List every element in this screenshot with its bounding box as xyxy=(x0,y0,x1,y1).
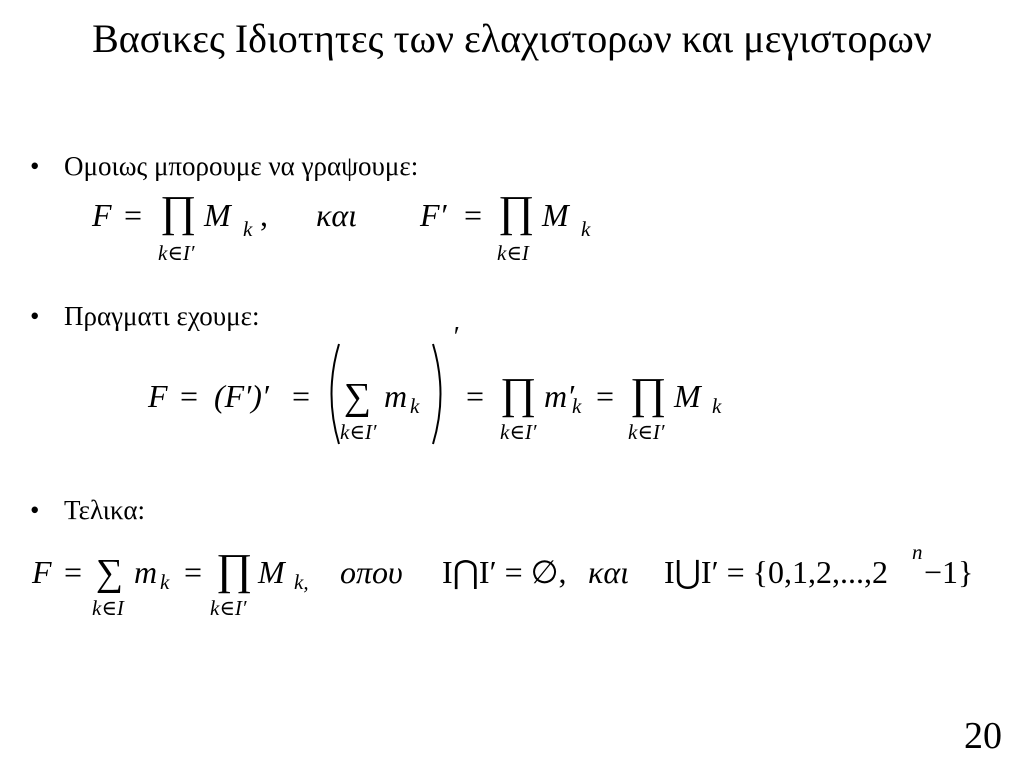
f3-index-sum: k∈I xyxy=(92,596,124,620)
f3-and: και xyxy=(588,554,630,590)
f1-equals: = xyxy=(124,197,143,233)
slide-title: Βασικες Ιδιοτητες των ελαχιστορων και μεγιστορων xyxy=(92,16,932,61)
f3-sum-symbol: ∑ xyxy=(96,552,124,594)
f3-index-prod: k∈I′ xyxy=(210,596,247,620)
f3-M: M xyxy=(258,554,285,590)
f2-equals-3: = xyxy=(466,378,485,414)
f1-sub-k: k xyxy=(243,217,253,241)
bullet-1-text: Ομοιως μπορουμε να γραψουμε: xyxy=(64,151,419,181)
f2-product-symbol: ∏ xyxy=(500,369,537,418)
f3-m: m xyxy=(134,554,158,590)
page-number: 20 xyxy=(964,715,1002,757)
f2-product-symbol-2: ∏ xyxy=(630,369,667,418)
f2-equals-4: = xyxy=(596,378,615,414)
f2-sum-symbol: ∑ xyxy=(344,376,372,418)
f2-index-sum: k∈I′ xyxy=(340,420,377,444)
f3-equals-2: = xyxy=(184,554,203,590)
f2-paren-expr: (F′)′ xyxy=(214,378,269,414)
f2-index-prod-1: k∈I′ xyxy=(500,420,537,444)
f1-product-symbol: ∏ xyxy=(160,187,197,236)
right-paren-icon xyxy=(430,342,450,446)
f1-index-1: k∈I′ xyxy=(158,241,195,265)
f2-equals: = xyxy=(180,378,199,414)
f1-product-symbol-2: ∏ xyxy=(498,187,535,236)
bullet-dot: • xyxy=(30,495,40,525)
f2-outer-prime: ′ xyxy=(452,322,459,353)
f2-sub-k-2: k xyxy=(572,394,582,418)
f3-intersection-expr: I⋂I′ = ∅, xyxy=(442,554,567,590)
f1-sub-k-2: k xyxy=(581,217,591,241)
f1-term: M xyxy=(204,197,231,233)
f3-exponent-n: n xyxy=(912,540,923,564)
f1-comma: , xyxy=(260,197,268,233)
f3-lhs: F xyxy=(32,554,52,590)
bullet-dot: • xyxy=(30,301,40,331)
bullet-1 xyxy=(30,150,418,182)
f3-sub-k-comma: k, xyxy=(294,570,309,594)
f1-and: και xyxy=(316,197,358,233)
f3-product-symbol: ∏ xyxy=(216,545,253,594)
f2-m: m xyxy=(384,378,408,414)
left-paren-icon xyxy=(322,342,342,446)
f2-sub-k: k xyxy=(410,394,420,418)
bullet-dot: • xyxy=(30,151,40,181)
f1-index-2: k∈I xyxy=(497,241,529,265)
f1-lhs2: F′ xyxy=(420,197,447,233)
bullet-3-text: Τελικα: xyxy=(64,495,146,525)
bullet-2-text: Πραγματι εχουμε: xyxy=(64,301,260,331)
f2-equals-2: = xyxy=(292,378,311,414)
f3-sub-k: k xyxy=(160,570,170,594)
f3-opou: οπου xyxy=(340,554,403,590)
f1-equals-2: = xyxy=(464,197,483,233)
bullet-3 xyxy=(30,494,145,526)
f2-index-prod-2: k∈I′ xyxy=(628,420,665,444)
f3-tail: −1} xyxy=(924,554,974,590)
f1-term-2: M xyxy=(542,197,569,233)
f2-sub-k-3: k xyxy=(712,394,722,418)
f3-union-expr: I⋃I′ = {0,1,2,...,2 xyxy=(664,554,888,590)
f2-M: M xyxy=(674,378,701,414)
bullet-2 xyxy=(30,300,259,332)
f1-lhs: F xyxy=(92,197,112,233)
f2-lhs: F xyxy=(148,378,168,414)
f2-m-prime: m′ xyxy=(544,378,575,414)
f3-equals: = xyxy=(64,554,83,590)
